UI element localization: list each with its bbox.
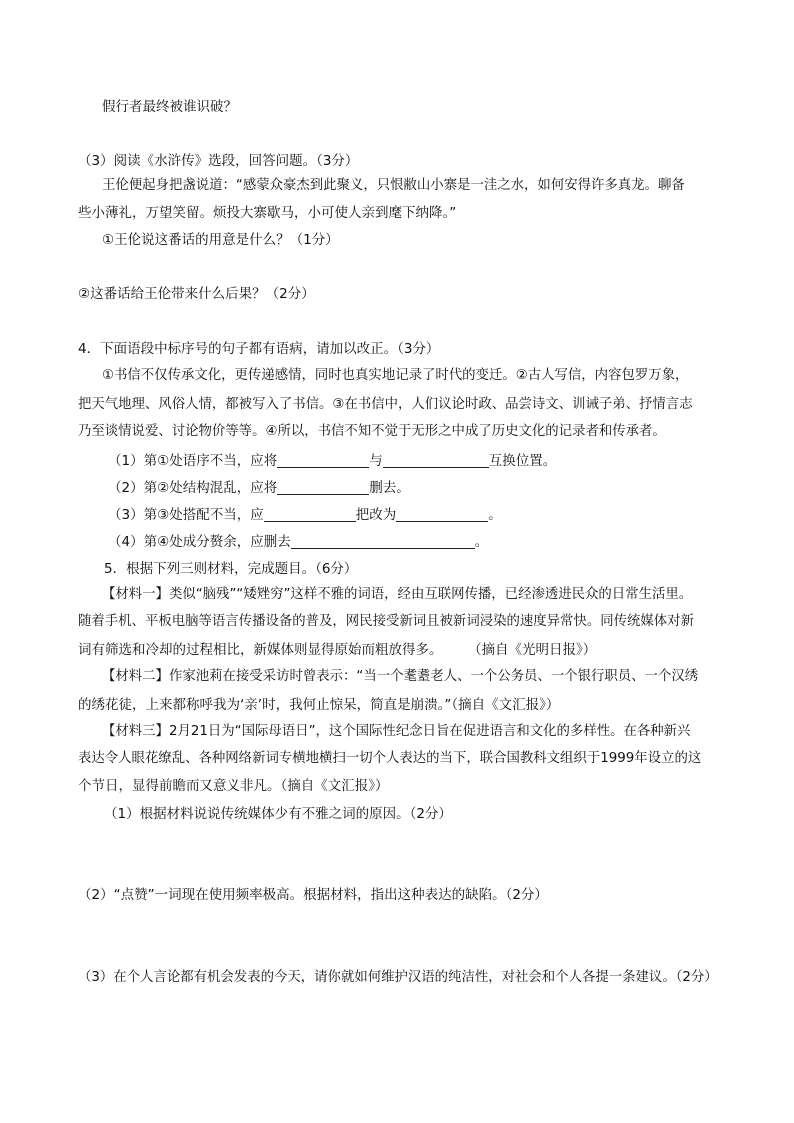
sub-question: ②这番话给王伦带来什么后果？（2分）	[78, 286, 315, 302]
answer-blank[interactable]	[264, 507, 356, 522]
item-text: 把改为	[355, 507, 397, 523]
item-text: 。	[474, 534, 489, 550]
text-line: 词有筛选和冷却的过程相比，新媒体则显得原始而粗放得多。	[78, 642, 443, 658]
text-line: 个节日，显得前瞻而又意义非凡。（摘自《文汇报》）	[78, 778, 389, 794]
text-line: 【材料二】作家池莉在接受采访时曾表示：“当一个耄耋老人、一个公务员、一个银行职员、一个汉绣	[102, 669, 699, 684]
text-line: 随着手机、平板电脑等语言传播设备的普及，网民接受新词且被新词浸染的速度异常快。同传统媒体对新	[78, 614, 694, 629]
item-text: （2）第②处结构混乱，应将	[108, 480, 278, 496]
sub-question: （1）根据材料说说传统媒体少有不雅之词的原因。（2分）	[104, 806, 452, 822]
fill-in-item	[108, 452, 556, 470]
sub-question: （3）在个人言论都有机会发表的今天，请你就如何维护汉语的纯洁性，对社会和个人各提一条建议。（2分）	[78, 970, 718, 985]
text-line: 把天气地理、风俗人情，都被写入了书信。③在书信中，人们议论时政、品尝诗文、训诫子弟、抒情言志	[78, 397, 693, 412]
text-line: 假行者最终被谁识破？	[102, 99, 237, 115]
question-heading: （3）阅读《水浒传》选段，回答问题。（3分）	[78, 153, 359, 169]
text-line: 的绣花徒，上来都称呼我为‘亲’时，我何止惊呆，简直是崩溃。”（摘自《文汇报》）	[78, 697, 560, 713]
sub-question: （2）“点赞”一词现在使用频率极高。根据材料，指出这种表达的缺陷。（2分）	[78, 887, 548, 903]
fill-in-item	[108, 479, 410, 497]
item-text: （3）第③处搭配不当，应	[108, 507, 264, 523]
text-line: 表达令人眼花缭乱、各种网络新词专横地横扫一切个人表达的当下，联合国教科文组织于1999年设立的这	[78, 751, 702, 766]
answer-blank[interactable]	[383, 453, 489, 468]
question-heading: 4．下面语段中标序号的句子都有语病，请加以改正。（3分）	[78, 341, 440, 357]
sub-question: ①王伦说这番话的用意是什么？（1分）	[102, 232, 339, 248]
item-text: 与	[369, 453, 383, 469]
question-heading: 5．根据下列三则材料，完成题目。（6分）	[104, 561, 358, 577]
source-citation: （摘自《光明日报》）	[468, 642, 597, 658]
text-line: 王伦便起身把盏说道：“感蒙众豪杰到此聚义，只恨敝山小寨是一洼之水，如何安得许多真龙。聊备	[102, 178, 685, 193]
answer-blank[interactable]	[396, 507, 488, 522]
item-text: （4）第④处成分赘余，应删去	[108, 534, 291, 550]
text-line: 乃至谈情说爱、讨论物价等等。④所以，书信不知不觉于无形之中成了历史文化的记录者和传承者。	[78, 424, 666, 439]
item-text: （1）第①处语序不当，应将	[108, 453, 278, 469]
text-line: 【材料一】类似“脑残”“矮矬穷”这样不雅的词语，经由互联网传播，已经渗透进民众的日常生活里。	[102, 587, 693, 602]
text-line: 些小薄礼，万望笑留。烦投大寨歇马，小可使人亲到麾下纳降。”	[78, 205, 457, 221]
fill-in-item	[108, 506, 502, 524]
item-text: 删去。	[369, 480, 410, 496]
answer-blank[interactable]	[277, 480, 369, 495]
fill-in-item	[108, 533, 488, 551]
text-line: 【材料三】2月21日为“国际母语日”，这个国际性纪念日旨在促进语言和文化的多样性。在各种新兴	[102, 724, 691, 739]
text-line: ①书信不仅传承文化，更传递感情，同时也真实地记录了时代的变迁。②古人写信，内容包罗万象，	[102, 368, 689, 383]
item-text: 互换位置。	[488, 453, 557, 469]
answer-blank[interactable]	[277, 453, 369, 468]
item-text: 。	[488, 507, 502, 523]
answer-blank[interactable]	[291, 534, 475, 549]
